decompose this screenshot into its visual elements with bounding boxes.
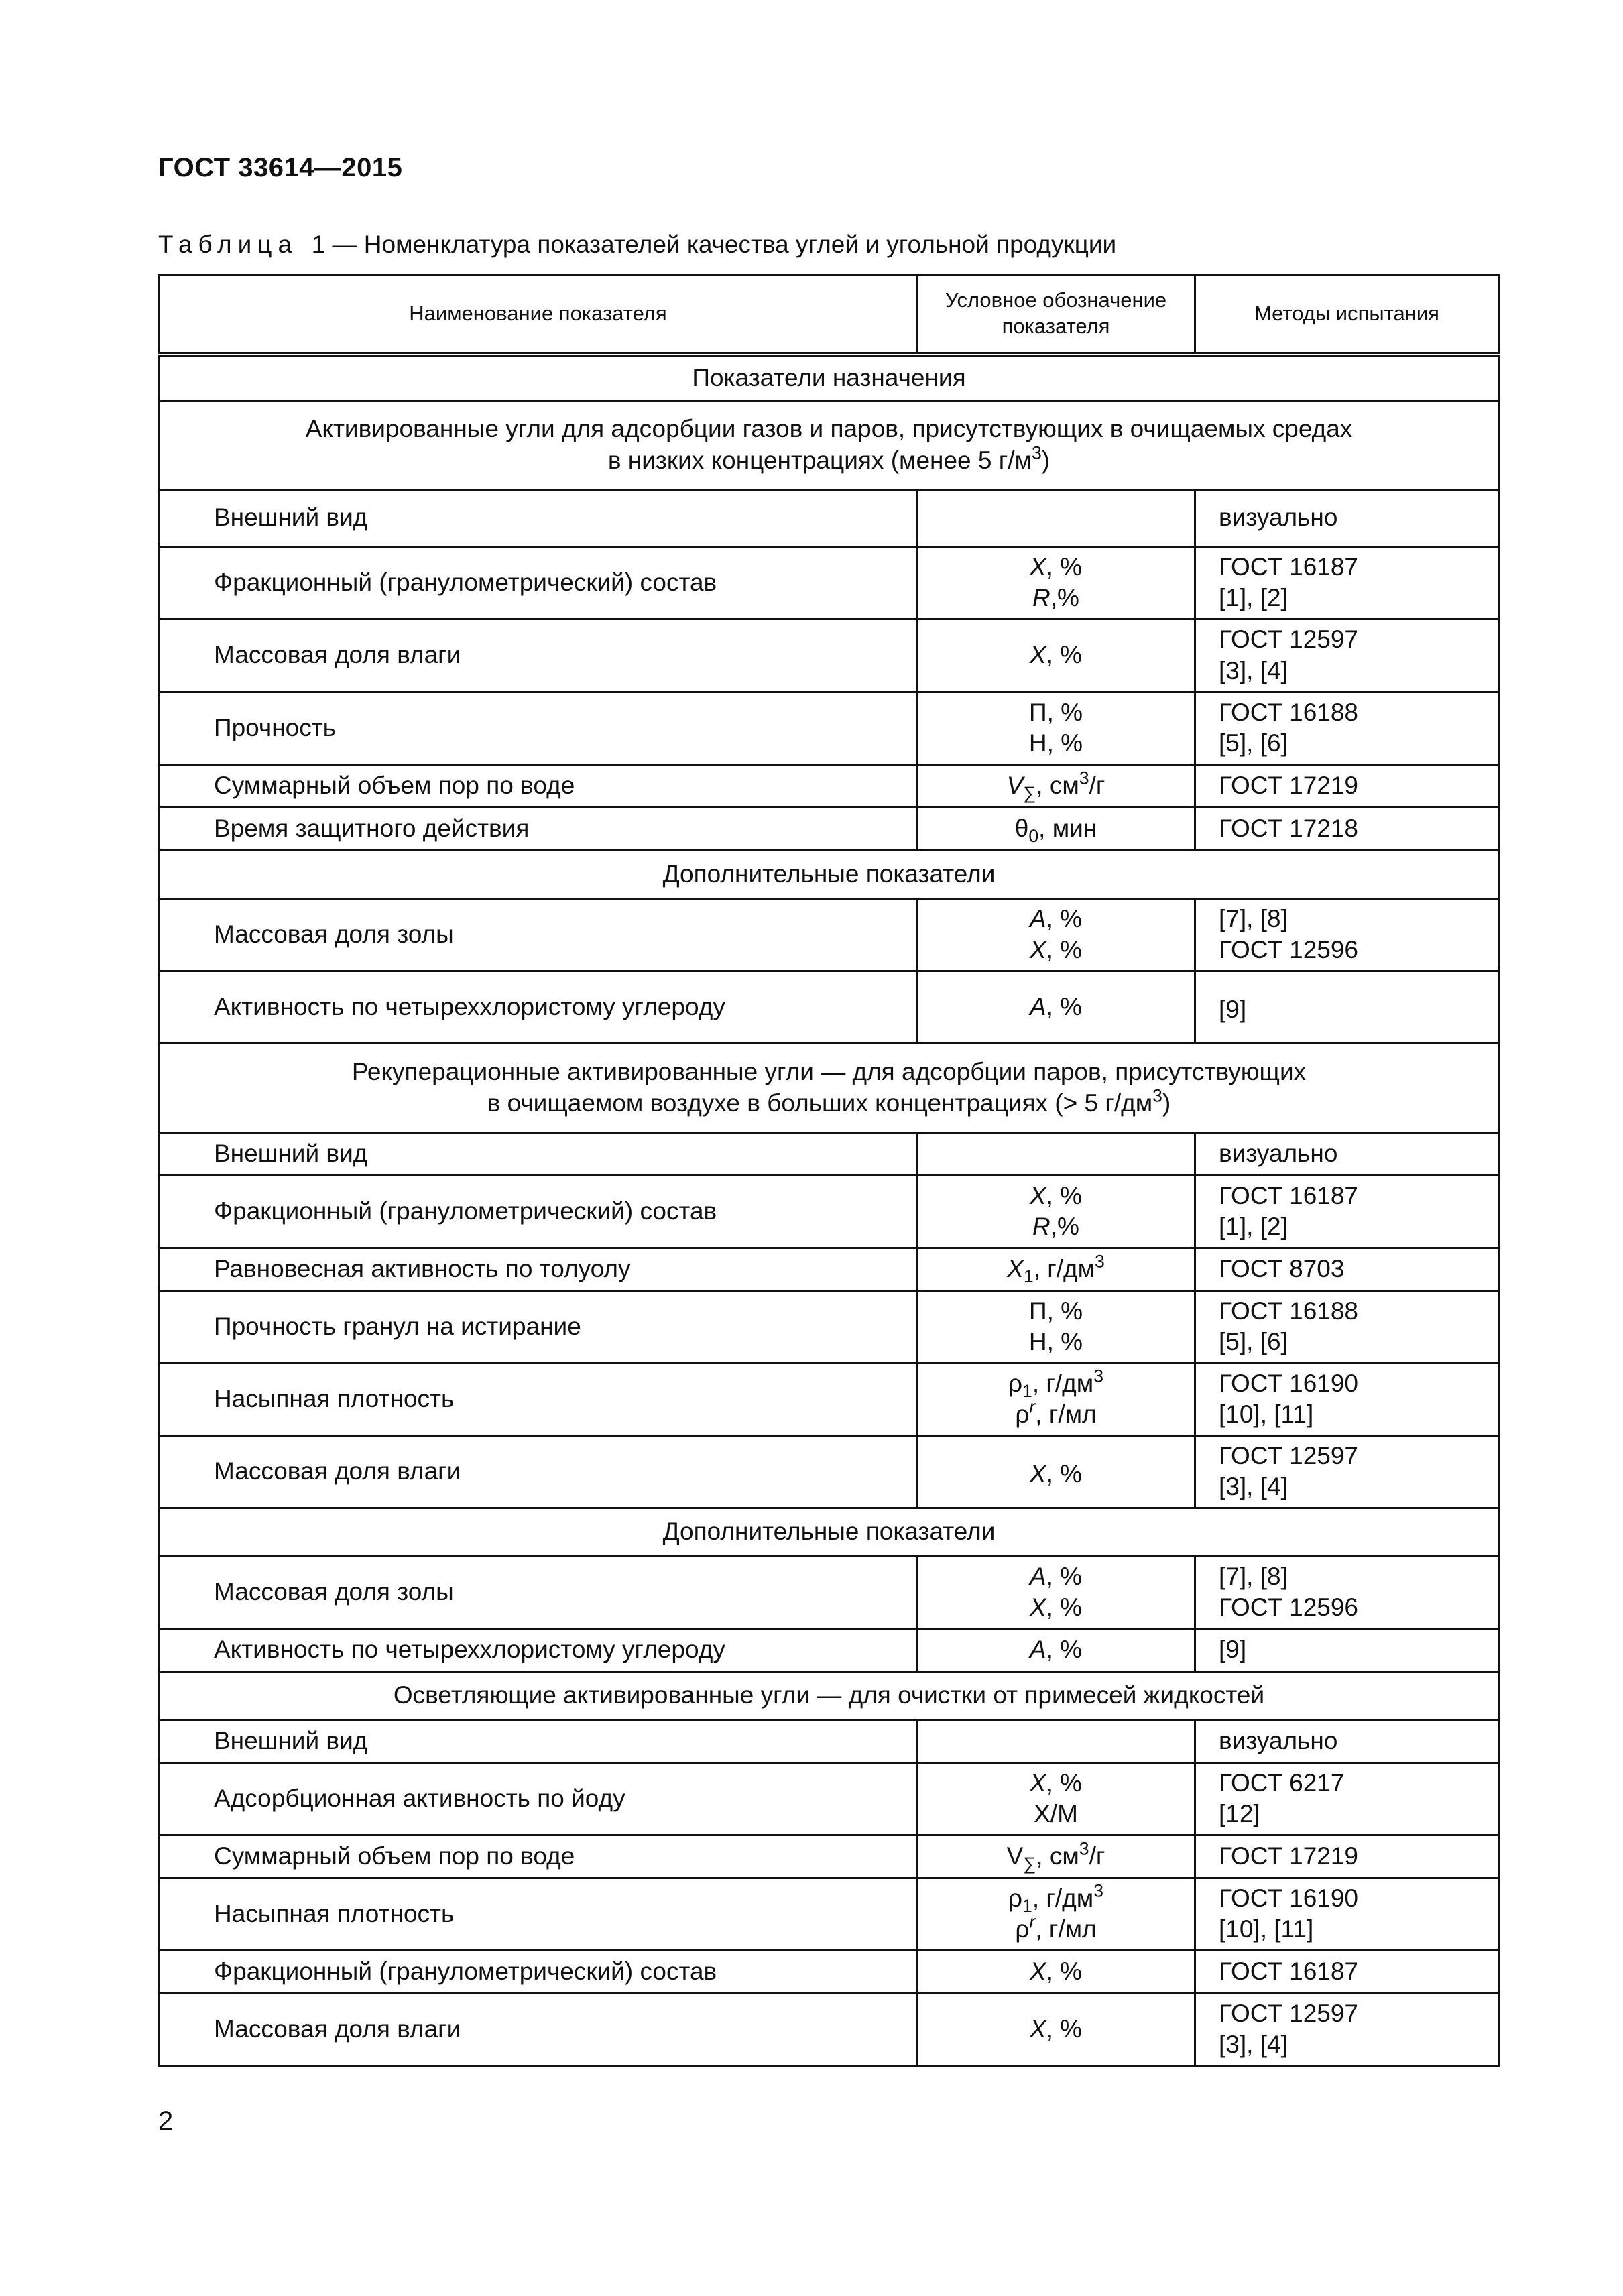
caption-text: — Номенклатура показателей качества углей и угольной продукции bbox=[332, 231, 1117, 258]
indicator-symbol: A, % bbox=[917, 1628, 1195, 1671]
document-header: ГОСТ 33614—2015 bbox=[158, 153, 403, 182]
column-header-symbol: Условное обозначение показателя bbox=[917, 275, 1195, 355]
group-title: Активированные угли для адсорбции газов и паров, присутствующих в очищаемых средах в низких концентрациях (менее 5 $г/м^3$) bbox=[160, 400, 1499, 489]
table-row bbox=[160, 1628, 1499, 1671]
indicator-symbol: A, % X, % bbox=[917, 1556, 1195, 1628]
indicator-symbol: X, % R,% bbox=[917, 546, 1195, 619]
test-method: ГОСТ 17218 bbox=[1195, 807, 1499, 850]
table-row bbox=[160, 1835, 1499, 1878]
test-method: [7], [8] ГОСТ 12596 bbox=[1195, 1556, 1499, 1628]
section-title: Дополнительные показатели bbox=[160, 1508, 1499, 1556]
group-title: Рекуперационные активированные угли — для адсорбции паров, присутствующих в очищаемом воздухе в больших концентрациях (> 5 $г/дм^3$) bbox=[160, 1043, 1499, 1132]
indicator-name: Внешний вид bbox=[160, 489, 917, 546]
indicator-name: Суммарный объем пор по воде bbox=[160, 764, 917, 807]
test-method: [7], [8] ГОСТ 12596 bbox=[1195, 898, 1499, 971]
table-row bbox=[160, 1950, 1499, 1993]
indicator-symbol: X, % R,% bbox=[917, 1175, 1195, 1248]
indicator-name: Массовая доля влаги bbox=[160, 1435, 917, 1508]
indicator-name: Адсорбционная активность по йоду bbox=[160, 1762, 917, 1835]
test-method: ГОСТ 16188 [5], [6] bbox=[1195, 692, 1499, 764]
indicator-name: Фракционный (гранулометрический) состав bbox=[160, 1950, 917, 1993]
group-row bbox=[160, 1671, 1499, 1719]
test-method: ГОСТ 16187 [1], [2] bbox=[1195, 546, 1499, 619]
table-row bbox=[160, 807, 1499, 850]
test-method: ГОСТ 8703 bbox=[1195, 1248, 1499, 1290]
indicator-name: Прочность bbox=[160, 692, 917, 764]
section-row bbox=[160, 355, 1499, 400]
indicator-symbol: $\rho_1$, $г/дм^3$ $\rho^r$, г/мл bbox=[917, 1878, 1195, 1950]
caption-number: 1 bbox=[311, 231, 326, 258]
indicator-name: Насыпная плотность bbox=[160, 1878, 917, 1950]
group-row bbox=[160, 400, 1499, 489]
column-header-methods: Методы испытания bbox=[1195, 275, 1499, 355]
indicator-name: Прочность гранул на истирание bbox=[160, 1290, 917, 1363]
indicator-name: Активность по четыреххлористому углероду bbox=[160, 1628, 917, 1671]
indicator-name: Внешний вид bbox=[160, 1132, 917, 1175]
table-row bbox=[160, 1248, 1499, 1290]
column-header-name: Наименование показателя bbox=[160, 275, 917, 355]
test-method: ГОСТ 16187 bbox=[1195, 1950, 1499, 1993]
table-row bbox=[160, 1290, 1499, 1363]
test-method: ГОСТ 16188 [5], [6] bbox=[1195, 1290, 1499, 1363]
page-number: 2 bbox=[158, 2106, 174, 2136]
test-method: ГОСТ 16190 [10], [11] bbox=[1195, 1363, 1499, 1435]
quality-indicators-table bbox=[158, 274, 1500, 2067]
table-row bbox=[160, 971, 1499, 1043]
section-title: Показатели назначения bbox=[160, 355, 1499, 400]
table-caption bbox=[158, 231, 1116, 259]
group-row bbox=[160, 1043, 1499, 1132]
caption-label: Таблица bbox=[158, 231, 298, 258]
indicator-name: Массовая доля влаги bbox=[160, 1993, 917, 2065]
table-row bbox=[160, 1132, 1499, 1175]
test-method: ГОСТ 6217 [12] bbox=[1195, 1762, 1499, 1835]
test-method: ГОСТ 12597 [3], [4] bbox=[1195, 1435, 1499, 1508]
table-row bbox=[160, 1175, 1499, 1248]
indicator-symbol: X, % bbox=[917, 1435, 1195, 1508]
indicator-symbol: $\theta_0$, мин bbox=[917, 807, 1195, 850]
indicator-symbol: X, % bbox=[917, 1993, 1195, 2065]
indicator-name: Фракционный (гранулометрический) состав bbox=[160, 1175, 917, 1248]
table-row bbox=[160, 546, 1499, 619]
indicator-name: Суммарный объем пор по воде bbox=[160, 1835, 917, 1878]
indicator-name: Внешний вид bbox=[160, 1719, 917, 1762]
indicator-name: Насыпная плотность bbox=[160, 1363, 917, 1435]
test-method: визуально bbox=[1195, 1132, 1499, 1175]
section-row bbox=[160, 1508, 1499, 1556]
test-method: ГОСТ 12597 [3], [4] bbox=[1195, 619, 1499, 692]
test-method: ГОСТ 16190 [10], [11] bbox=[1195, 1878, 1499, 1950]
indicator-name: Равновесная активность по толуолу bbox=[160, 1248, 917, 1290]
group-title: Осветляющие активированные угли — для очистки от примесей жидкостей bbox=[160, 1671, 1499, 1719]
table-row bbox=[160, 1363, 1499, 1435]
indicator-symbol: X, % bbox=[917, 1950, 1195, 1993]
table-row bbox=[160, 764, 1499, 807]
indicator-symbol: X, % bbox=[917, 619, 1195, 692]
test-method: [9] bbox=[1195, 971, 1499, 1043]
indicator-symbol bbox=[917, 489, 1195, 546]
test-method: ГОСТ 17219 bbox=[1195, 1835, 1499, 1878]
table-header-row bbox=[160, 275, 1499, 355]
indicator-symbol: $V_\sum$, $см^3/г$ bbox=[917, 1835, 1195, 1878]
indicator-symbol: A, % bbox=[917, 971, 1195, 1043]
test-method: ГОСТ 17219 bbox=[1195, 764, 1499, 807]
section-row bbox=[160, 850, 1499, 898]
test-method: [9] bbox=[1195, 1628, 1499, 1671]
indicator-name: Фракционный (гранулометрический) состав bbox=[160, 546, 917, 619]
test-method: ГОСТ 16187 [1], [2] bbox=[1195, 1175, 1499, 1248]
indicator-name: Время защитного действия bbox=[160, 807, 917, 850]
indicator-name: Массовая доля золы bbox=[160, 898, 917, 971]
indicator-symbol: П, % Н, % bbox=[917, 692, 1195, 764]
test-method: визуально bbox=[1195, 489, 1499, 546]
table-row bbox=[160, 1719, 1499, 1762]
indicator-symbol: A, % X, % bbox=[917, 898, 1195, 971]
test-method: визуально bbox=[1195, 1719, 1499, 1762]
indicator-symbol: X, % X/M bbox=[917, 1762, 1195, 1835]
table-row bbox=[160, 692, 1499, 764]
indicator-symbol: П, % Н, % bbox=[917, 1290, 1195, 1363]
section-title: Дополнительные показатели bbox=[160, 850, 1499, 898]
indicator-symbol bbox=[917, 1132, 1195, 1175]
indicator-symbol: $X_1$, $г/дм^3$ bbox=[917, 1248, 1195, 1290]
indicator-symbol bbox=[917, 1719, 1195, 1762]
indicator-symbol: $\rho_1$, $г/дм^3$ $\rho^r$, г/мл bbox=[917, 1363, 1195, 1435]
test-method: ГОСТ 12597 [3], [4] bbox=[1195, 1993, 1499, 2065]
indicator-name: Активность по четыреххлористому углероду bbox=[160, 971, 917, 1043]
table-row bbox=[160, 898, 1499, 971]
table-row bbox=[160, 619, 1499, 692]
table-row bbox=[160, 1556, 1499, 1628]
indicator-name: Массовая доля золы bbox=[160, 1556, 917, 1628]
table-row bbox=[160, 1762, 1499, 1835]
indicator-symbol: $V_\sum$, $см^3/г$ bbox=[917, 764, 1195, 807]
table-row bbox=[160, 1993, 1499, 2065]
table-row bbox=[160, 1878, 1499, 1950]
indicator-name: Массовая доля влаги bbox=[160, 619, 917, 692]
table-row bbox=[160, 489, 1499, 546]
table-row bbox=[160, 1435, 1499, 1508]
